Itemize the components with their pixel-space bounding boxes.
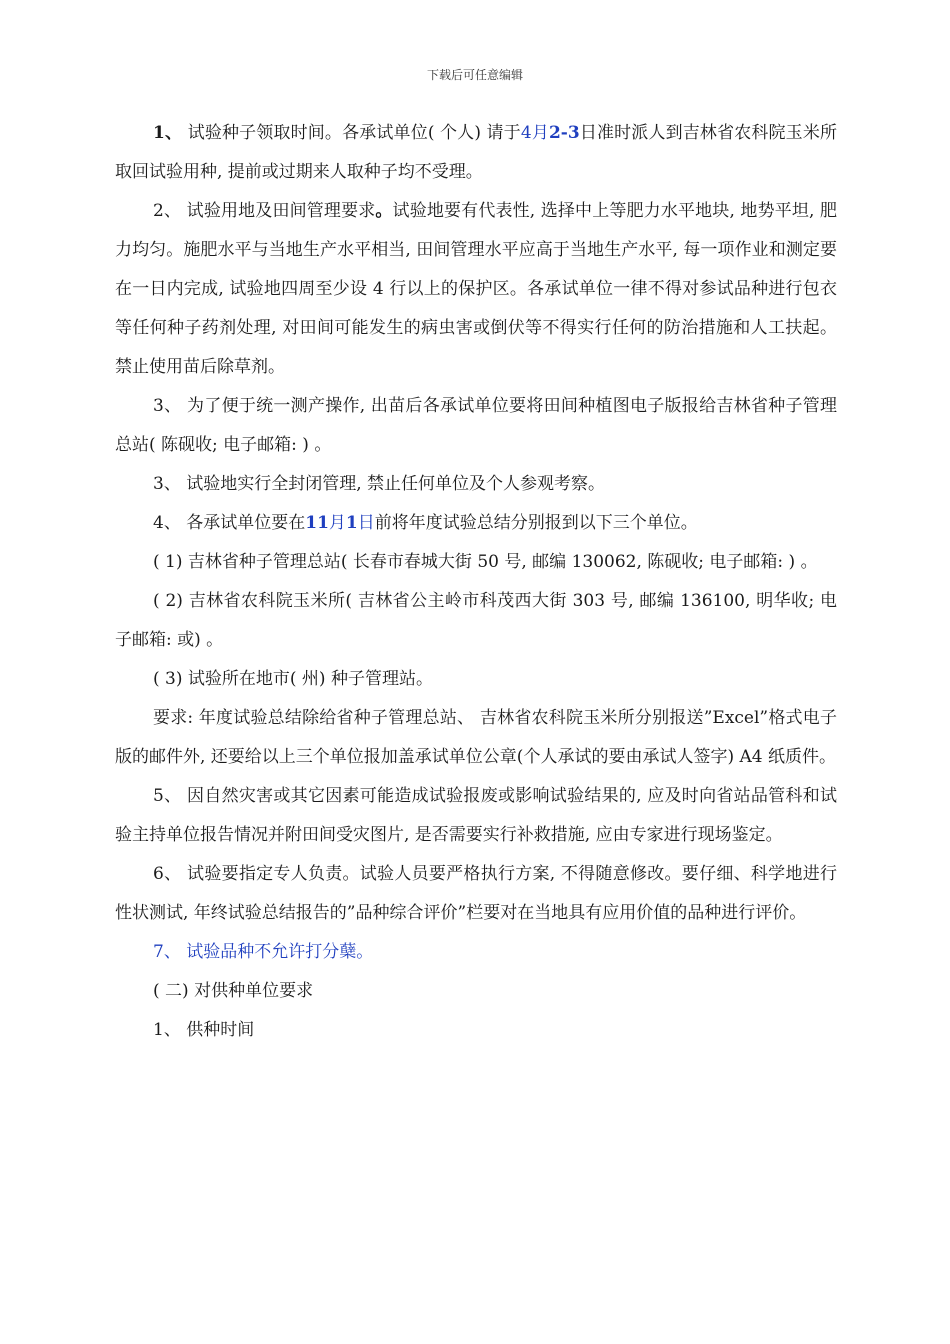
paragraph-11: 6、 试验要指定专人负责。试验人员要严格执行方案, 不得随意修改。要仔细、科学地进行性状测试, 年终试验总结报告的”品种综合评价”栏要对在当地具有应用价值的品种进行评价。	[115, 864, 837, 923]
date-highlight: 月	[328, 513, 346, 533]
date-highlight: 1	[345, 513, 358, 533]
paragraph-13: ( 二) 对供种单位要求	[153, 981, 314, 1001]
date-highlight: 11	[305, 513, 329, 533]
paragraph-5	[115, 504, 837, 543]
paragraph-6: ( 1) 吉林省种子管理总站( 长春市春城大街 50 号, 邮编 130062, 陈砚收; 电子邮箱: ) 。	[153, 552, 818, 572]
text: 。	[375, 201, 393, 221]
text: 前将年度试验总结分别报到以下三个单位。	[374, 513, 698, 533]
paragraph-4: 3、 试验地实行全封闭管理, 禁止任何单位及个人参观考察。	[153, 474, 606, 494]
date-highlight: 4月	[520, 123, 549, 143]
paragraph-2	[115, 192, 837, 387]
page-header: 下载后可任意编辑	[426, 68, 523, 82]
document-body	[115, 114, 837, 1050]
date-highlight: 2-3	[548, 123, 580, 143]
text: 试验地要有代表性, 选择中上等肥力水平地块, 地势平坦, 肥力均匀。施肥水平与当地生产水平相当, 田间管理水平应高于当地生产水平, 每一项作业和测定要在一日内完成, 试验地四周至少设 4 行以上的保护区。各承试单位一律不得对参试品种进行包衣等任何种子药剂处理, 对田间可能发生的病虫害或倒伏等不得实行任何的防治措施和人工扶起。禁止使用苗后除草剂。	[115, 201, 837, 377]
paragraph-9: 要求: 年度试验总结除给省种子管理总站、 吉林省农科院玉米所分别报送”Excel”格式电子版的邮件外, 还要给以上三个单位报加盖承试单位公章(个人承试的要由承试人签字) A4 纸质件。	[115, 708, 837, 767]
text: 试验种子领取时间。各承试单位( 个人) 请于	[182, 123, 521, 143]
item-number: 1、	[153, 123, 183, 143]
paragraph-14: 1、 供种时间	[153, 1020, 255, 1040]
paragraph-8: ( 3) 试验所在地市( 州) 种子管理站。	[153, 669, 433, 689]
paragraph-10: 5、 因自然灾害或其它因素可能造成试验报废或影响试验结果的, 应及时向省站品管科和试验主持单位报告情况并附田间受灾图片, 是否需要实行补救措施, 应由专家进行现场鉴定。	[115, 786, 837, 845]
text: 日准时派人到吉林省农科院玉米所取回试验用种, 提前或过期来人取种子均不受理。	[115, 123, 837, 182]
text: 4、 各承试单位要在	[153, 513, 306, 533]
paragraph-12: 7、 试验品种不允许打分蘖。	[153, 942, 374, 962]
paragraph-7: ( 2) 吉林省农科院玉米所( 吉林省公主岭市科茂西大街 303 号, 邮编 136100, 明华收; 电子邮箱: 或) 。	[115, 591, 837, 650]
paragraph-1	[115, 114, 837, 192]
paragraph-3: 3、 为了便于统一测产操作, 出苗后各承试单位要将田间种植图电子版报给吉林省种子管理总站( 陈砚收; 电子邮箱: ) 。	[115, 396, 837, 455]
date-highlight: 日	[357, 513, 375, 533]
text: 2、 试验用地及田间管理要求	[153, 201, 376, 221]
